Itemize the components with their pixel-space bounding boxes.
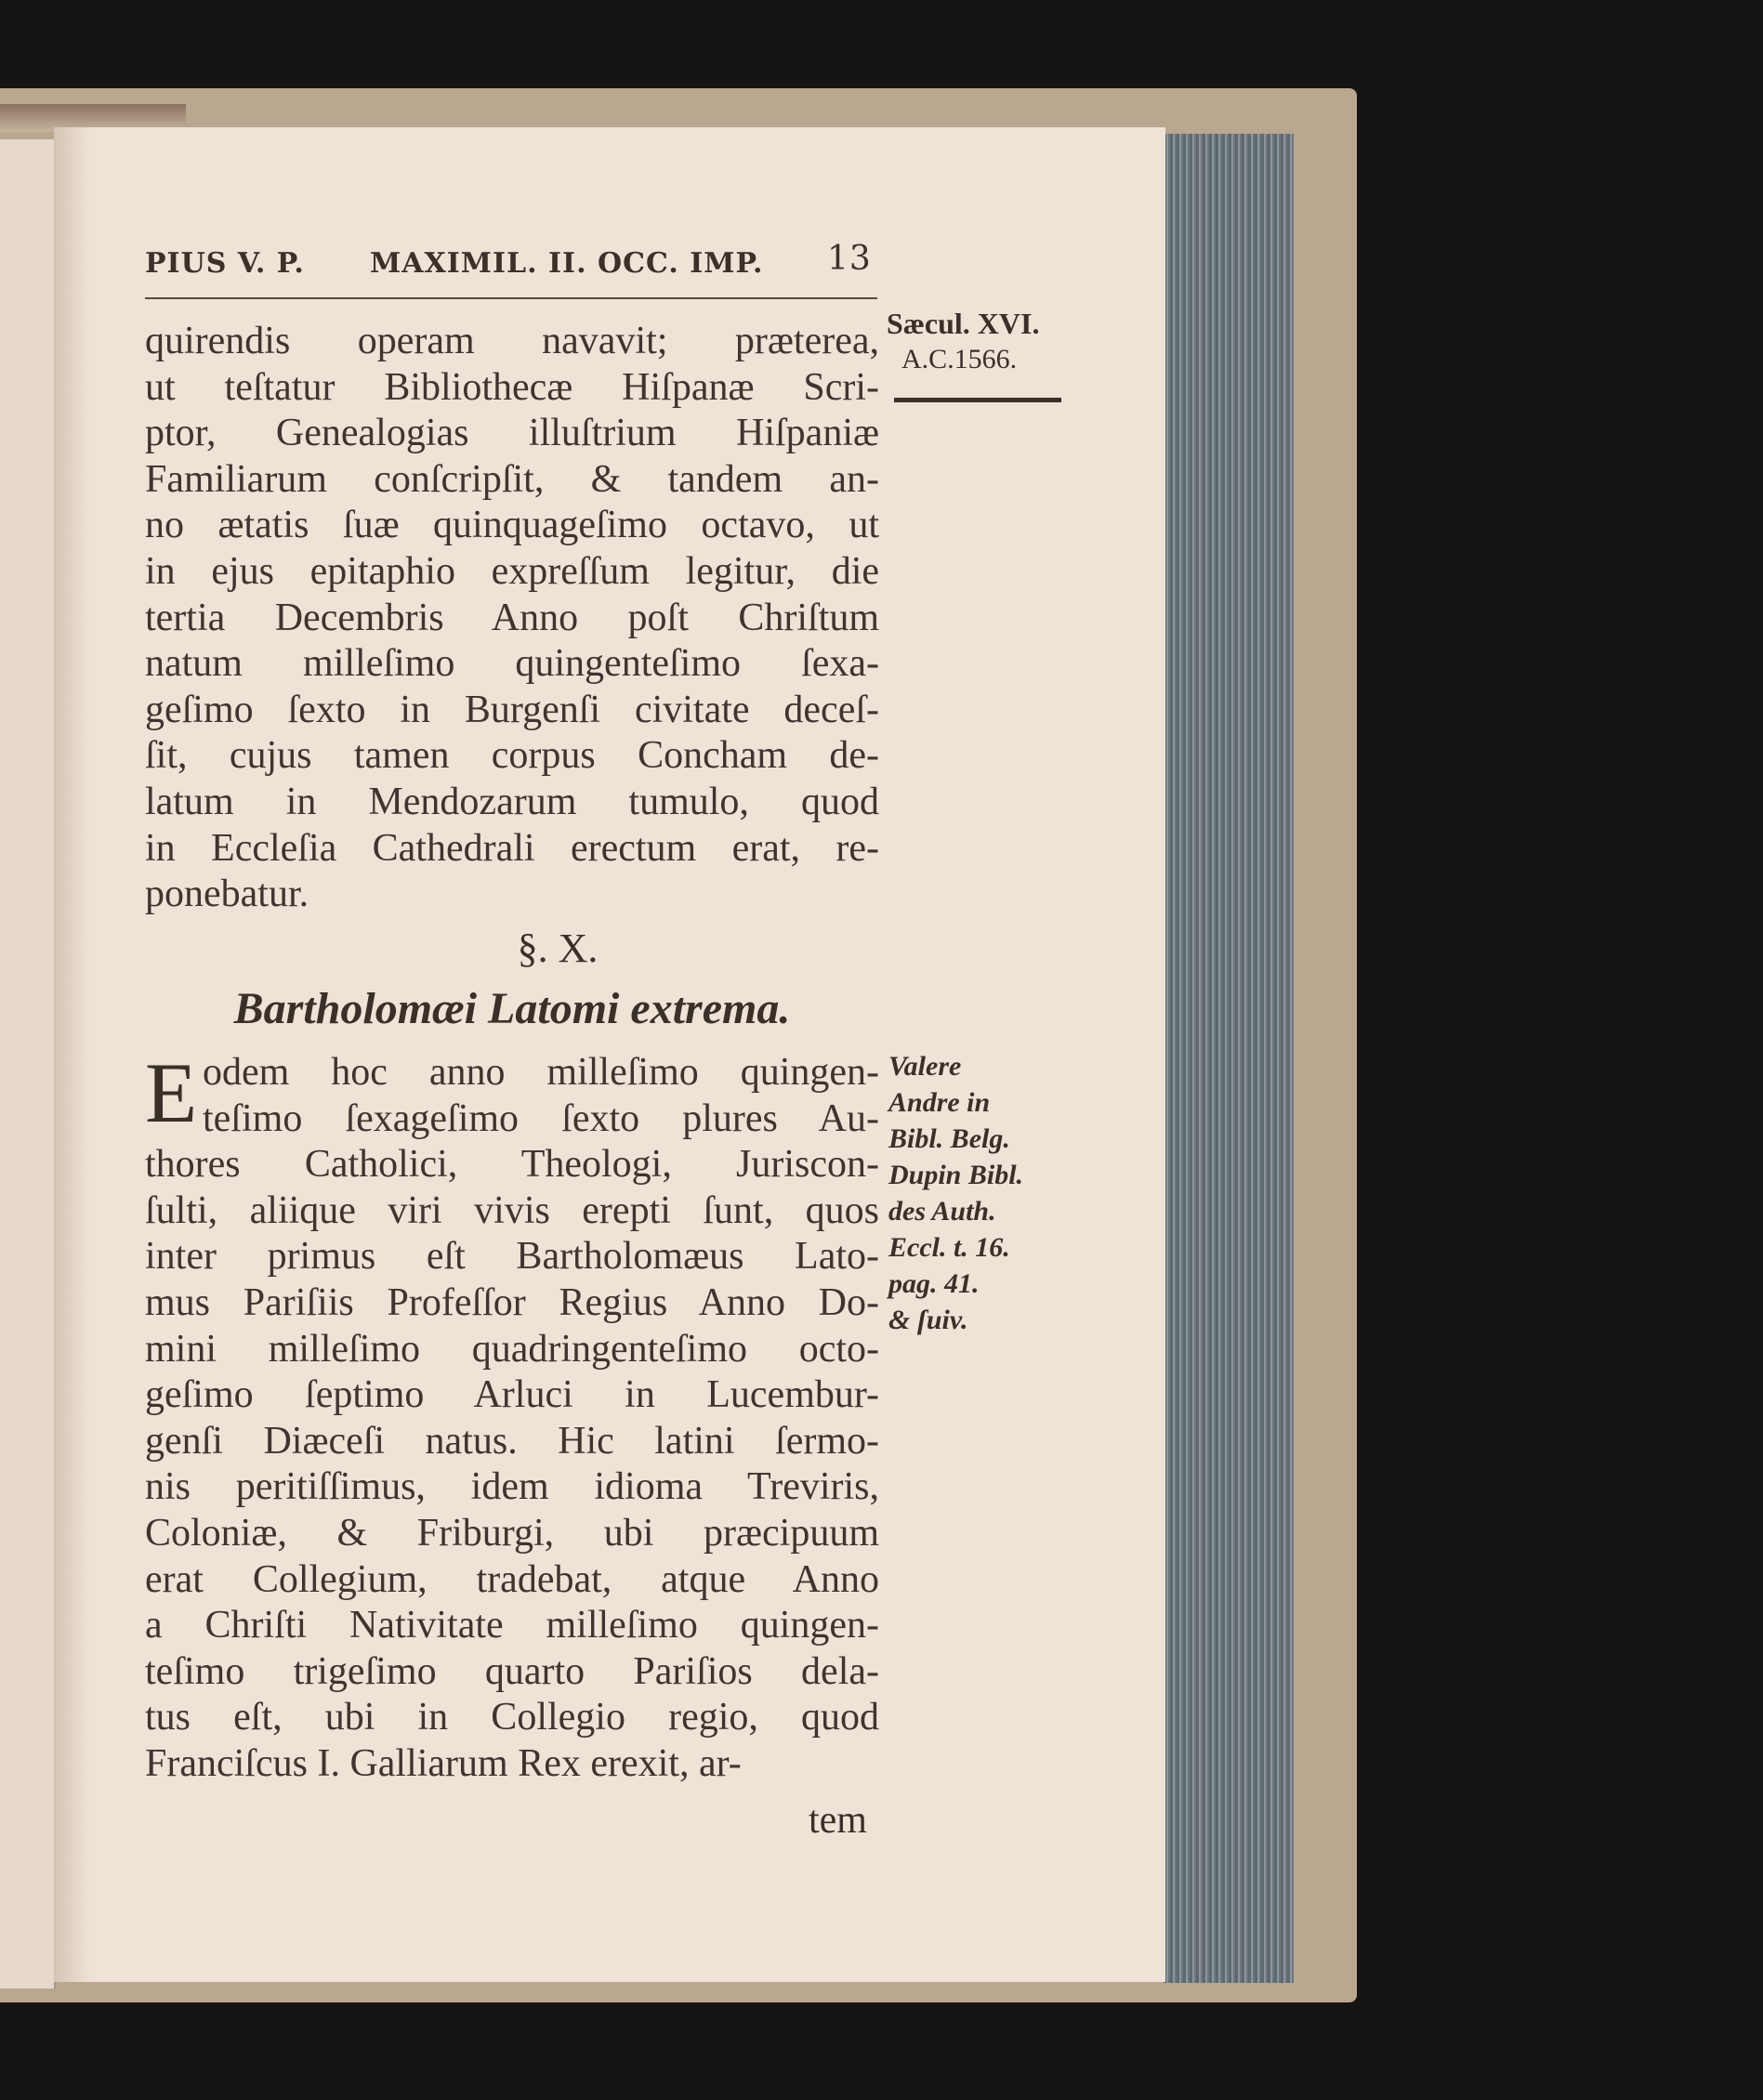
page-fore-edge: [1164, 134, 1294, 1983]
margin-note-line: & ſuiv.: [888, 1305, 968, 1335]
gutter-shadow: [54, 127, 91, 1982]
text-line: a Chriſti Nativitate milleſimo quingen-: [145, 1604, 879, 1647]
text-line: teſimo ſexageſimo ſexto plures Au-: [203, 1096, 879, 1140]
margin-note-line: Bibl. Belg.: [888, 1123, 1010, 1154]
text-line: odem hoc anno milleſimo quingen-: [203, 1051, 879, 1094]
margin-note-line: pag. 41.: [888, 1268, 980, 1299]
text-line: nis peritiſſimus, idem idioma Treviris,: [145, 1465, 879, 1509]
text-line: ſit, cujus tamen corpus Concham de-: [145, 734, 879, 778]
running-head-left: PIUS V. P.: [145, 247, 305, 280]
text-line: quirendis operam navavit; præterea,: [145, 320, 879, 362]
text-line: ut teſtatur Bibliothecæ Hiſpanæ Scri-: [145, 365, 879, 409]
margin-note-line: Andre in: [888, 1087, 991, 1118]
text-line: latum in Mendozarum tumulo, quod: [145, 780, 879, 823]
header-rule: [145, 297, 877, 299]
text-line: teſimo trigeſimo quarto Pariſios dela-: [145, 1649, 879, 1693]
left-page-edge: [0, 139, 56, 1988]
text-line: tertia Decembris Anno poſt Chriſtum: [145, 596, 879, 639]
margin-note-line: Eccl. t. 16.: [888, 1232, 1010, 1263]
page-number: 13: [827, 240, 872, 278]
drop-cap: E: [145, 1045, 198, 1140]
text-line: thores Catholici, Theologi, Juriscon-: [145, 1143, 879, 1187]
paragraph-2: [145, 1045, 879, 1788]
text-line: geſimo ſeptimo Arluci in Lucembur-: [145, 1373, 879, 1417]
text-line: in Eccleſia Cathedrali erectum erat, re-: [145, 826, 879, 870]
text-line: natum milleſimo quingenteſimo ſexa-: [145, 642, 879, 686]
text-line: Coloniæ, & Friburgi, ubi præcipuum: [145, 1511, 879, 1555]
margin-note-line: des Auth.: [888, 1196, 996, 1227]
catchword: tem: [809, 1799, 867, 1842]
text-line: ſulti, aliique viri vivis erepti ſunt, quos: [145, 1188, 879, 1232]
text-line: no ætatis ſuæ quinquageſimo octavo, ut: [145, 504, 879, 547]
text-line: mus Pariſiis Profeſſor Regius Anno Do-: [145, 1280, 879, 1324]
margin-rule: [894, 398, 1061, 402]
text-line: Familiarum conſcripſit, & tandem an-: [145, 457, 879, 501]
text-line: geſimo ſexto in Burgenſi civitate deceſ-: [145, 688, 879, 731]
text-line: ptor, Genealogias illuſtrium Hiſpaniæ: [145, 412, 879, 455]
margin-year: A.C.1566.: [901, 344, 1018, 374]
text-line: genſi Diæceſi natus. Hic latini ſermo-: [145, 1419, 879, 1463]
text-line: inter primus eſt Bartholomæus Lato-: [145, 1235, 879, 1279]
section-number: §. X.: [517, 925, 599, 971]
margin-notes: [888, 1048, 1023, 1338]
margin-century: Sæcul. XVI.: [887, 307, 1040, 340]
margin-note-line: Valere: [888, 1051, 962, 1082]
text-line: in ejus epitaphio expreſſum legitur, die: [145, 549, 879, 593]
text-line: mini milleſimo quadringenteſimo octo-: [145, 1327, 879, 1371]
text-line: erat Collegium, tradebat, atque Anno: [145, 1557, 879, 1601]
running-head-center: MAXIMIL. II. OCC. IMP.: [370, 247, 764, 280]
paragraph-1: [145, 319, 879, 918]
text-line: tus eſt, ubi in Collegio regio, quod: [145, 1696, 879, 1739]
text-line: Franciſcus I. Galliarum Rex erexit, ar-: [145, 1741, 742, 1785]
section-title: Bartholomæi Latomi extrema.: [233, 984, 791, 1033]
text-line: ponebatur.: [145, 873, 309, 916]
margin-note-line: Dupin Bibl.: [888, 1160, 1024, 1190]
